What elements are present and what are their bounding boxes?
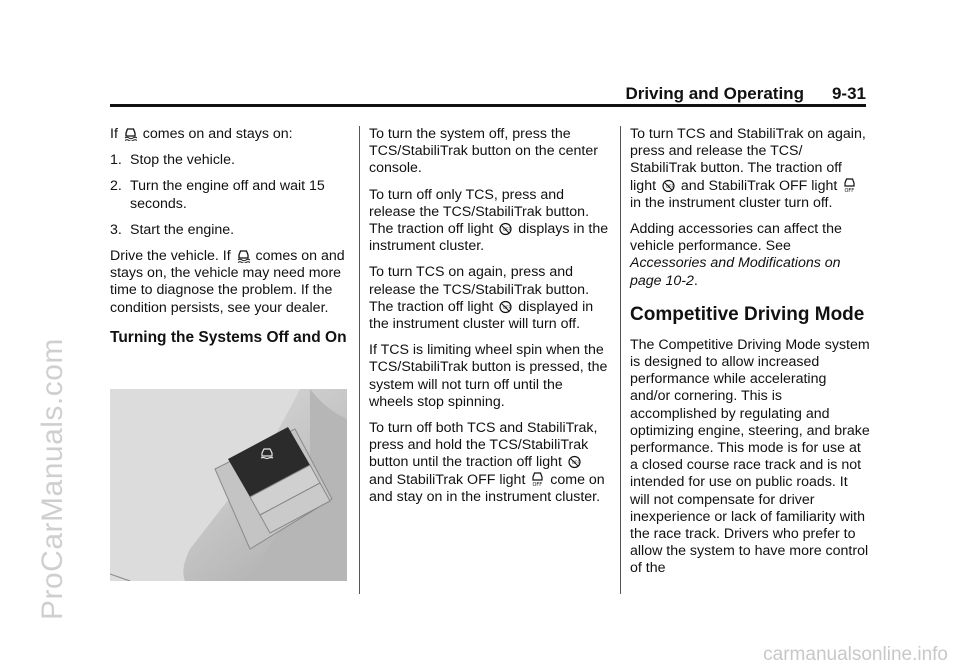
column-divider — [359, 126, 360, 594]
page-header — [110, 84, 866, 106]
traction-off-icon — [662, 178, 675, 193]
paragraph: If TCS is limiting wheel spin when the TCS/StabiliTrak button is pressed, the system will not turn off until the wheels stop spinning. — [369, 342, 608, 410]
traction-off-icon — [499, 299, 512, 314]
svg-text:OFF: OFF — [665, 183, 674, 189]
column-3 — [630, 126, 870, 587]
paragraph: If comes on and stays on: — [110, 126, 293, 142]
section-heading: Competitive Driving Mode — [630, 303, 865, 325]
paragraph: The Competitive Driving Mode system is designed to allow increased performance while accelerating and/or cornering. This is accomplished by regulating and optimizing engine, steering, and brake performance. This mode is for use at a closed course race track and is not intended for use on public roads. It will not compensate for driver inexperience or lack of familiarity with the race track. Drivers who prefer to allow the system to have more control of the — [630, 336, 870, 577]
column-1 — [110, 126, 348, 357]
paragraph: Adding accessories can affect the vehicle performance. See Accessories and Modifications on page 10-2. — [630, 221, 842, 289]
svg-text:OFF: OFF — [503, 304, 512, 310]
svg-text:OFF: OFF — [532, 481, 543, 487]
bottom-watermark: carmanualsonline.info — [763, 644, 948, 665]
column-divider — [620, 126, 621, 594]
svg-text:OFF: OFF — [503, 227, 512, 233]
section-title: Driving and Operating — [625, 84, 804, 103]
stabilitrak-off-icon — [531, 472, 544, 487]
column-2 — [369, 126, 609, 515]
stabilitrak-car-icon — [124, 126, 137, 141]
cross-reference-link[interactable]: Accessories and Modifications on page 10-2 — [630, 255, 841, 289]
paragraph: To turn off both TCS and StabiliTrak, press and hold the TCS/StabiliTrak button until the traction off light OFF and StabiliTrak OFF light OFF come on and stay on in the instrument cluster. — [369, 420, 605, 505]
paragraph: To turn TCS on again, press and release the TCS/StabiliTrak button. The traction off light OFF displayed in the instrument cluster will turn off. — [369, 264, 594, 333]
svg-text:OFF: OFF — [844, 187, 855, 193]
section-heading: Turning the Systems Off and On — [110, 328, 347, 346]
list-item: 3. Start the engine. — [110, 221, 235, 238]
paragraph: To turn TCS and StabiliTrak on again, press and release the TCS/ StabiliTrak button. The traction off light OFF and StabiliTrak OFF light OFF in the instrument cluster turn off. — [630, 126, 866, 211]
list-item: 2. Turn the engine off and wait 15 seconds. — [110, 178, 325, 212]
stabilitrak-car-icon — [237, 248, 250, 263]
page-number: 9-31 — [831, 84, 866, 103]
traction-off-icon — [568, 454, 581, 469]
paragraph: To turn off only TCS, press and release the TCS/StabiliTrak button. The traction off light OFF displays in the instrument cluster. — [369, 186, 609, 255]
stabilitrak-off-icon — [843, 178, 856, 193]
side-watermark: ProCarManuals.com — [36, 338, 69, 620]
console-button-photo — [110, 389, 347, 581]
paragraph: To turn the system off, press the TCS/StabiliTrak button on the center console. — [369, 126, 598, 177]
paragraph: Drive the vehicle. If comes on and stays on, the vehicle may need more time to diagnose the problem. If the condition persists, see your dealer. — [110, 248, 345, 316]
header-rule — [110, 104, 866, 107]
traction-off-icon — [499, 221, 512, 236]
svg-text:OFF: OFF — [571, 460, 580, 466]
list-item: 1. Stop the vehicle. — [110, 152, 235, 169]
